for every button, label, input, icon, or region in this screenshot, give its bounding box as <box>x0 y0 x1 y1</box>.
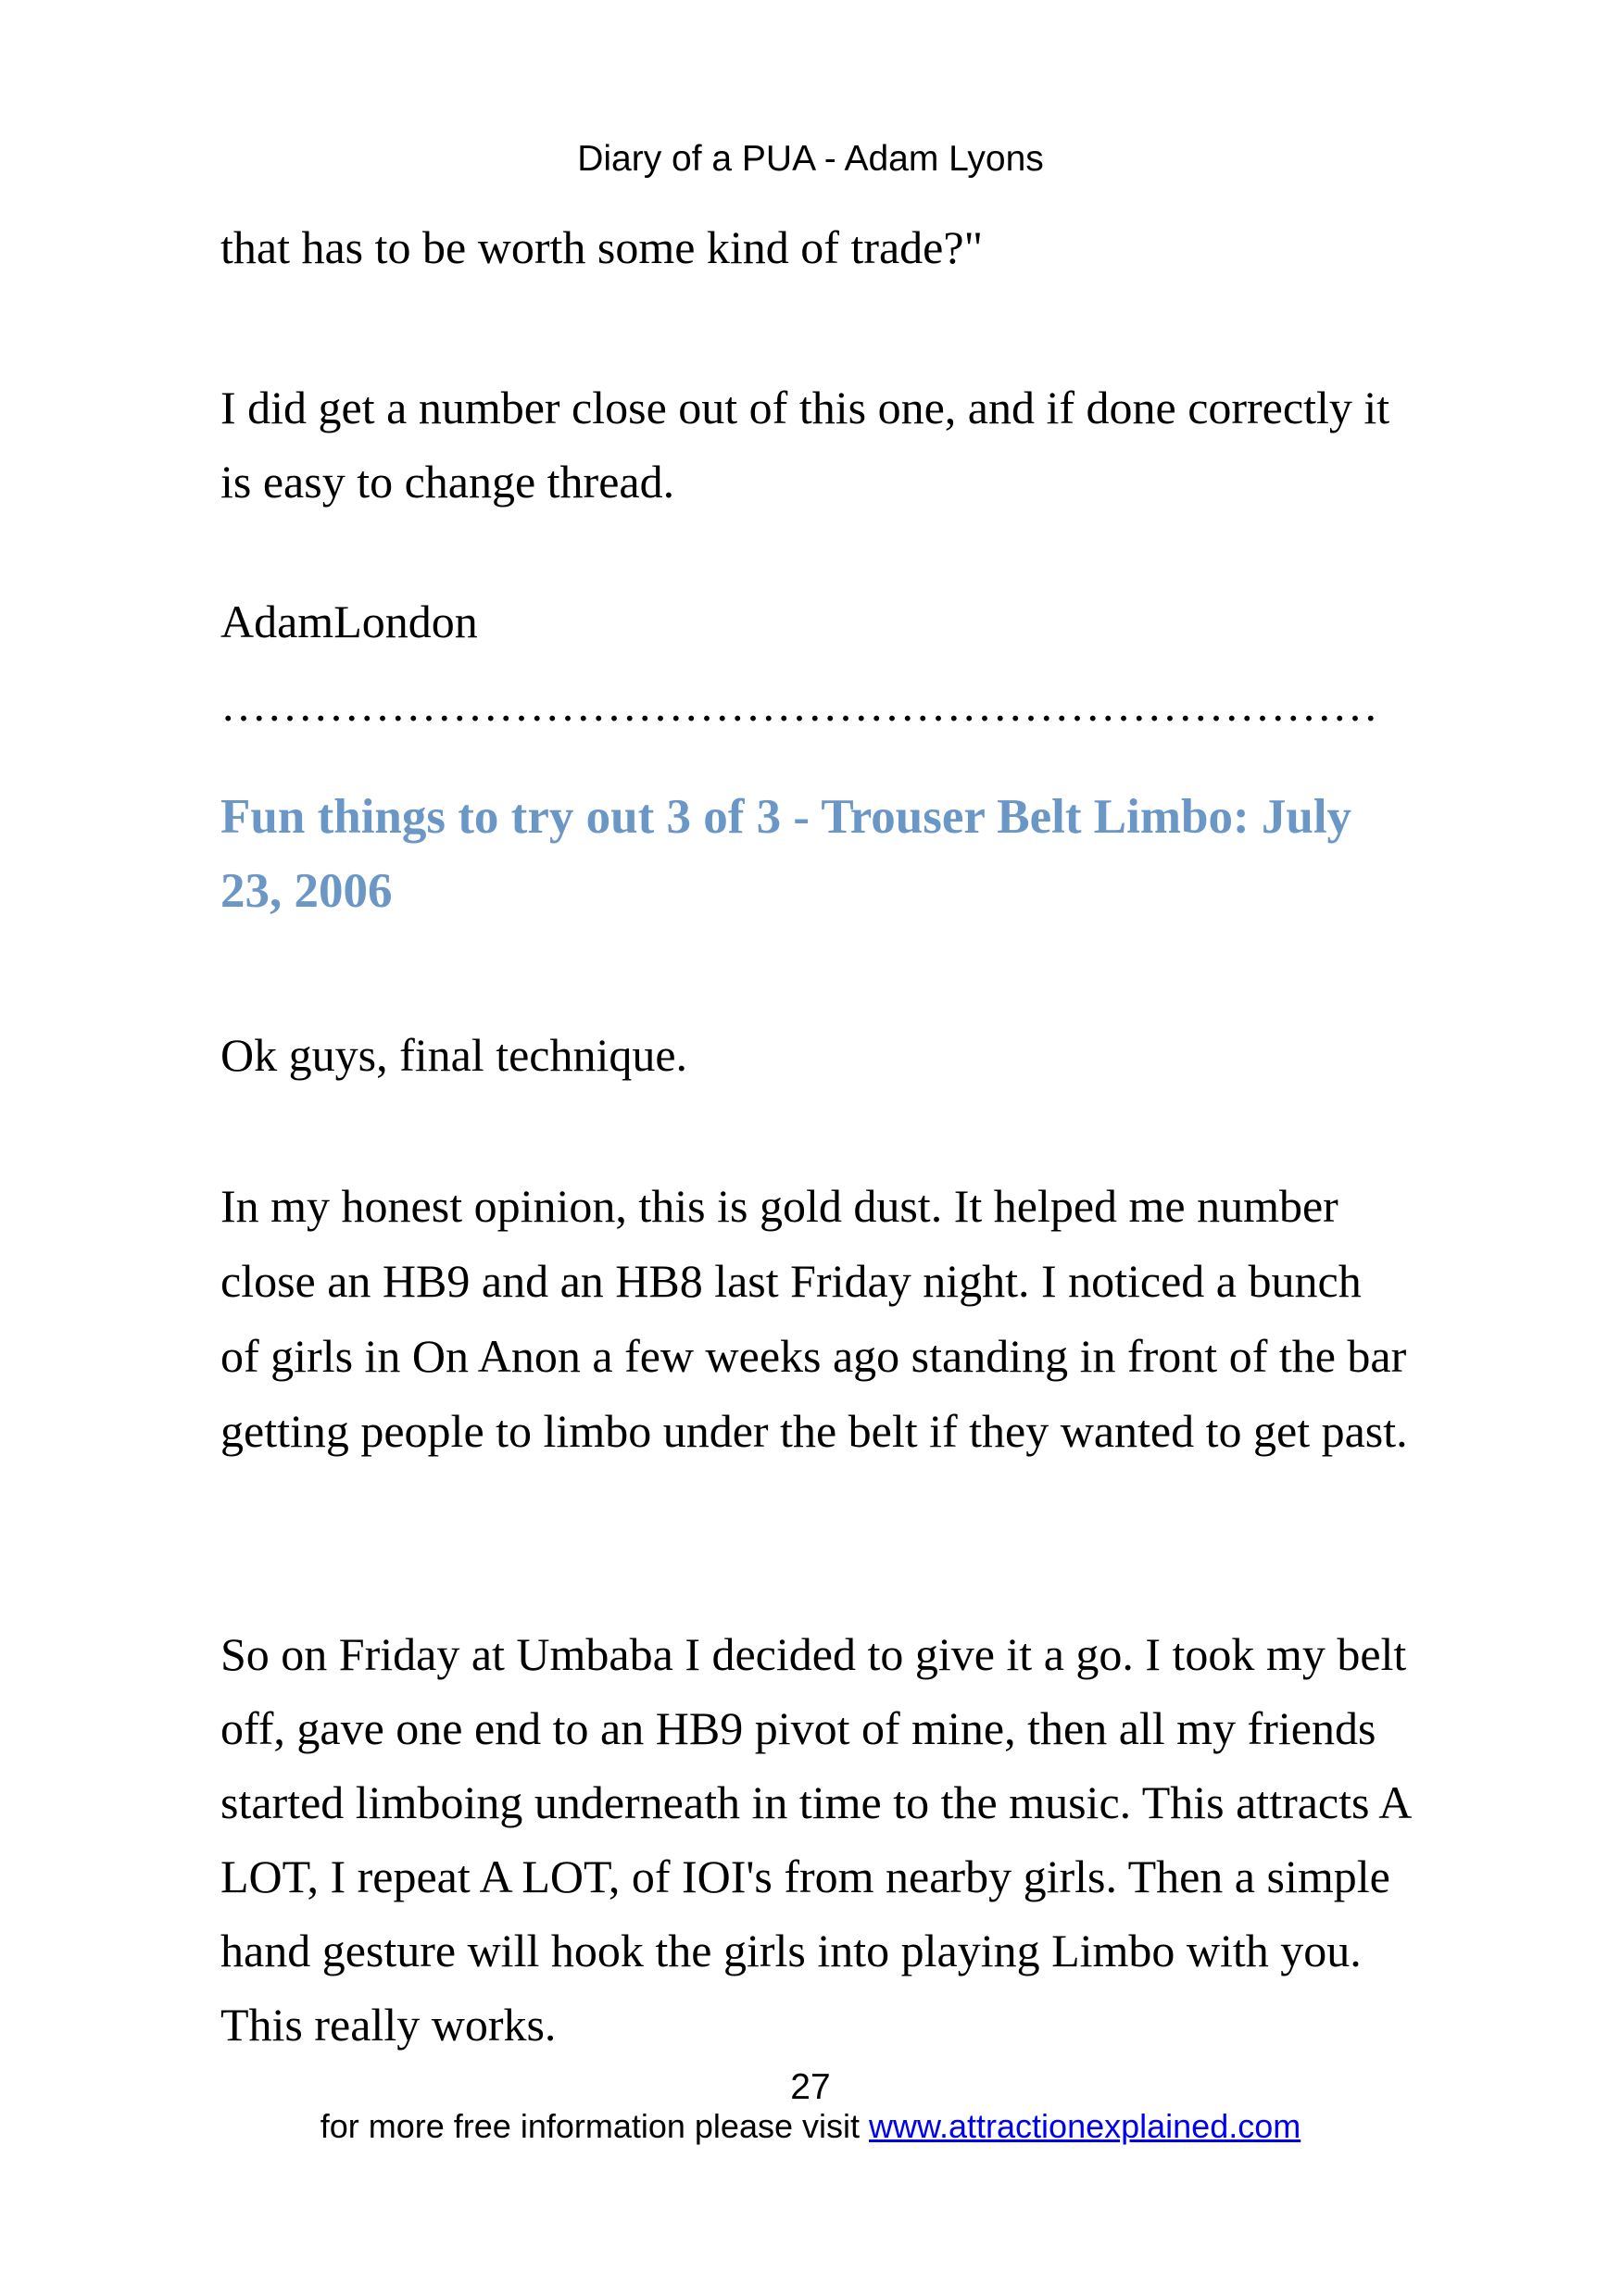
signature: AdamLondon <box>220 596 478 647</box>
footer-text: for more free information please visit <box>320 2107 869 2145</box>
paragraph-intro: Ok guys, final technique. <box>220 1029 688 1081</box>
dotted-separator: ………………………………………………………………… <box>220 679 1378 731</box>
footer-link[interactable]: www.attractionexplained.com <box>869 2107 1301 2145</box>
footer <box>0 2104 1621 2149</box>
page-number: 27 <box>790 2067 831 2107</box>
paragraph-umbaba: So on Friday at Umbaba I decided to give it a go. I took my belt off, gave one end to an HB9 pivot of mine, then all my friends started limboing underneath in time to the music. This attracts A LOT, I repeat A LOT, of IOI's from nearby girls. Then a simple hand gesture will hook the girls into playing Limbo with you. This really works. <box>220 1628 1410 2051</box>
running-header: Diary of a PUA - Adam Lyons <box>577 139 1044 179</box>
paragraph-trade: that has to be worth some kind of trade?" <box>220 221 983 273</box>
section-heading: Fun things to try out 3 of 3 - Trouser Belt Limbo: July 23, 2006 <box>220 790 1352 918</box>
paragraph-number-close: I did get a number close out of this one, and if done correctly it is easy to change thread. <box>220 382 1390 508</box>
paragraph-opinion: In my honest opinion, this is gold dust. It helped me number close an HB9 and an HB8 last Friday night. I noticed a bunch of girls in On Anon a few weeks ago standing in front of the bar getting people to limbo under the belt if they wanted to get past. <box>220 1180 1408 1457</box>
